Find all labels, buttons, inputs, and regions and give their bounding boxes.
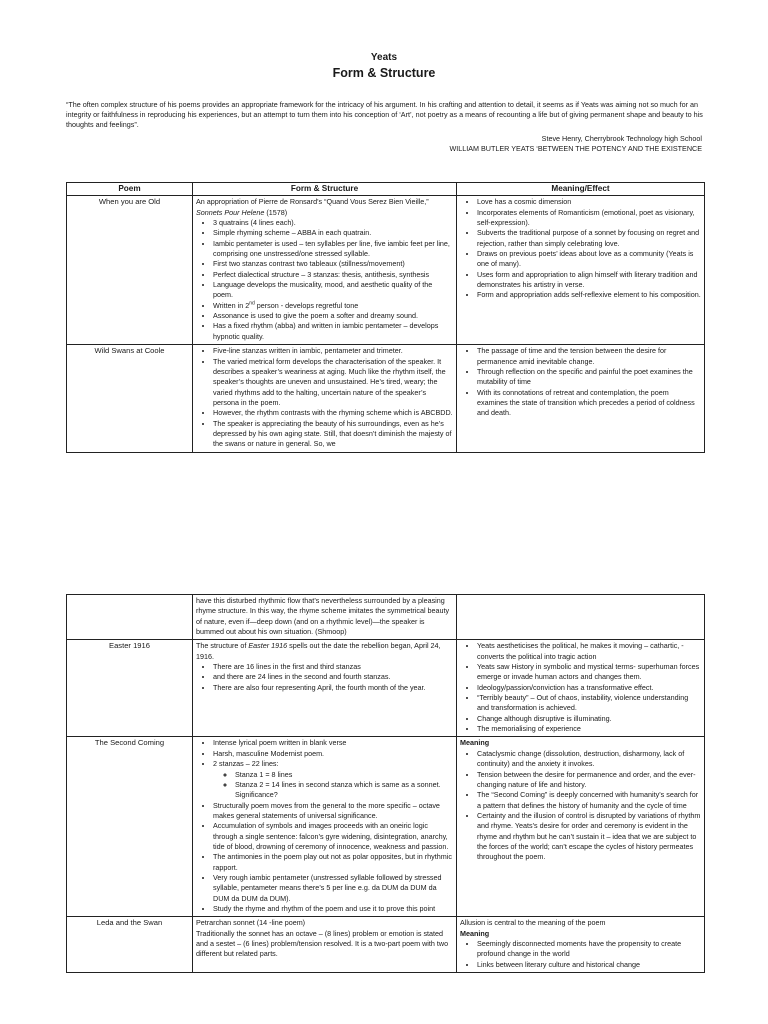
bullet-item [213, 662, 453, 672]
text-run: Yeats aestheticises the political, he makes it moving – cathartic, - converts the political into tragic action [477, 641, 684, 661]
form-structure-cell [193, 917, 457, 973]
text-run: Accumulation of symbols and images proceeds with an oneiric logic through a single sentence: falcon’s gyre widening, disintegration, anarchy, tide of blood, drowning of ceremony of innocence, weakness and passion. [213, 821, 449, 851]
poem-name-cell: When you are Old [67, 196, 193, 345]
poem-name-cell: Wild Swans at Coole [67, 345, 193, 452]
text-run: Love has a cosmic dimension [477, 197, 572, 207]
bullet-list [196, 662, 453, 693]
text-run: An appropriation of Pierre de Ronsard’s “Quand Vous Serez Bien Vieille,” [196, 197, 429, 207]
bullet-item [213, 672, 453, 682]
table-row [67, 595, 705, 640]
text-run: Change although disruptive is illuminating. [477, 713, 612, 723]
text-run: Language develops the musicality, mood, and aesthetic quality of the poem. [213, 280, 433, 300]
bullet-item [213, 419, 453, 450]
bullet-item [477, 693, 701, 714]
sub-bullet-list [213, 770, 453, 801]
bullet-item [477, 641, 701, 662]
intro-text [460, 918, 701, 928]
intro-text [196, 918, 453, 928]
bullet-list [460, 197, 701, 300]
bullet-item [213, 301, 453, 311]
intro-text [196, 197, 453, 218]
bullet-item [477, 208, 701, 229]
text-run: Perfect dialectical structure – 3 stanzas: thesis, antithesis, synthesis [213, 269, 430, 279]
text-run: The memorialising of experience [477, 724, 581, 734]
table-row [67, 345, 705, 452]
bullet-list [460, 939, 701, 970]
text-run: Has a fixed rhythm (abba) and written in iambic pentameter – develops hypnotic quality. [213, 321, 439, 341]
text-run: Iambic pentameter is used – ten syllables per line, five iambic feet per line, comprising one unstressed/one stressed syllable. [213, 238, 450, 259]
bullet-list [196, 218, 453, 342]
text-run: The passage of time and the tension between the desire for permanence amid inevitable change. [477, 346, 667, 366]
intro-text [196, 641, 453, 662]
poem-name-cell [67, 595, 193, 640]
bullet-item [477, 749, 701, 770]
text-run: Through reflection on the specific and painful the poet examines the mutability of time [477, 366, 693, 387]
table-body [67, 595, 705, 973]
text-run: Seemingly disconnected moments have the propensity to create profound change in the world [477, 939, 682, 959]
text-run: The varied metrical form develops the characterisation of the speaker. It describes a speaker’s weariness at aging. Much like the rhythm itself, the speaker’s thoughts are uneven and unsustained. He’s tired, weary; the varied rhythms add to the halting, uncertain nature of the speaker’s persona in the poem. [213, 356, 446, 407]
bullet-item [477, 270, 701, 291]
poem-name-cell: Easter 1916 [67, 640, 193, 737]
bullet-item [477, 714, 701, 724]
bullet-list [460, 641, 701, 734]
bullet-item [213, 346, 453, 356]
bullet-item [477, 939, 701, 960]
bullet-list [460, 749, 701, 863]
quote-paragraph: “The often complex structure of his poems provides an appropriate framework for the intricacy of his argument. In his crafting and attention to detail, it seems as if Yeats was aiming not so much for an integrity or faithfulness in reproducing his experiences, but an attempt to turn them into his conception of ‘Art’, not poetry as a means of recounting a life but of giving permanent shape and beauty to his thoughts and feelings”. [66, 100, 703, 130]
bullet-item [477, 811, 701, 863]
text-run: 3 quatrains (4 lines each). [213, 218, 296, 228]
quote-attribution-author: Steve Henry, Cherrybrook Technology high School [541, 134, 702, 143]
meaning-effect-cell [457, 917, 705, 973]
text-run: Uses form and appropriation to align himself with literary tradition and demonstrates his artistry in verse. [477, 269, 698, 290]
form-structure-cell [193, 737, 457, 917]
text-run: Form and appropriation adds self-reflexive element to his composition. [477, 290, 701, 300]
column-header-meaning-effect: Meaning/Effect [457, 183, 705, 196]
text-run: Ideology/passion/conviction has a transformative effect. [477, 682, 654, 692]
meaning-effect-cell [457, 345, 705, 452]
bullet-list [460, 346, 701, 418]
poem-table-part-1 [66, 182, 705, 497]
text-run: Structurally poem moves from the general to the more specific – octave makes general statements of universal significance. [213, 800, 440, 820]
bullet-item [213, 311, 453, 321]
sub-bullet-item: ◦ Stanza 2 = 14 lines in second stanza which is same as a sonnet. Significance? [235, 780, 453, 801]
form-structure-cell [193, 345, 457, 452]
text-run: person - develops regretful tone [254, 300, 359, 310]
bullet-item [477, 197, 701, 207]
poem-table [66, 182, 705, 453]
bullet-item [213, 239, 453, 260]
text-run: Links between literary culture and historical change [477, 959, 641, 969]
bullet-list [196, 738, 453, 914]
bullet-item [477, 662, 701, 683]
page-title: Form & Structure [332, 66, 436, 80]
text-run: Allusion is central to the meaning of the poem [460, 918, 606, 928]
italic-text: Easter 1916 [248, 641, 288, 651]
text-run: The “Second Coming” is deeply concerned with humanity’s search for a pattern that defines the history of humanity and the cycle of time [477, 790, 699, 810]
text-run: Draws on previous poets’ ideas about love as a community (Yeats is one of many). [477, 249, 694, 269]
form-structure-cell [193, 196, 457, 345]
meaning-effect-cell [457, 196, 705, 345]
bullet-item [213, 228, 453, 238]
text-run: Very rough iambic pentameter (unstressed syllable followed by stressed syllable, pentameter means there’s 5 per line e.g. da DUM da DUM da DUM da DUM da DUM). [213, 872, 442, 903]
bullet-item [477, 346, 701, 367]
text-run: With its connotations of retreat and contemplation, the poem examines the state of transition which precedes a period of coldness and death. [477, 387, 695, 418]
meaning-effect-cell [457, 640, 705, 737]
text-run: Cataclysmic change (dissolution, destruction, disharmony, lack of continuity) and the anxiety it invokes. [477, 748, 685, 769]
bullet-item [213, 270, 453, 280]
bullet-item [477, 367, 701, 388]
column-header-form-structure: Form & Structure [193, 183, 457, 196]
meaning-effect-cell [457, 737, 705, 917]
subject-heading: Yeats [370, 52, 398, 63]
poem-table-part-2 [66, 594, 705, 1024]
bullet-item [477, 290, 701, 300]
table-row [67, 640, 705, 737]
text-run: Intense lyrical poem written in blank verse [213, 738, 347, 748]
text-run: and there are 24 lines in the second and fourth stanzas. [213, 672, 391, 682]
poem-name-cell: Leda and the Swan [67, 917, 193, 973]
bullet-item [213, 904, 453, 914]
text-run: Traditionally the sonnet has an octave – (8 lines) problem or emotion is stated and a sestet – (6 lines) problem/tension resolved. It is a two-part poem with two different but related parts. [196, 928, 449, 959]
text-run: 2 stanzas – 22 lines: [213, 759, 279, 769]
text-run: Simple rhyming scheme – ABBA in each quatrain. [213, 228, 372, 238]
continued-text: have this disturbed rhythmic flow that’s nevertheless surrounded by a pleasing rhyme structure. In this way, the rhyme scheme imitates the symmetrical beauty of nature, even if—deep down (and on a rhythmic level)—the speaker is bummed out about his own situation. (Shmoop) [196, 596, 450, 637]
text-run: Yeats saw History in symbolic and mystical terms- superhuman forces emerge or invade human actors and changes them. [477, 662, 700, 682]
bullet-item [477, 724, 701, 734]
poem-table-continued [66, 594, 705, 973]
text-run: Assonance is used to give the poem a softer and dreamy sound. [213, 311, 418, 321]
bullet-item [213, 408, 453, 418]
quote-attribution-source: WILLIAM BUTLER YEATS ‘BETWEEN THE POTENCY AND THE EXISTENCE [449, 144, 702, 153]
text-run: There are also four representing April, the fourth month of the year. [213, 682, 426, 692]
bullet-item [213, 873, 453, 904]
sub-bullet-item: ◦ Stanza 1 = 8 lines [235, 770, 453, 780]
text-run: spells out the date the rebellion began, April 24, 1916. [196, 641, 441, 661]
text-run: Certainty and the illusion of control is disrupted by variations of rhythm and rhyme. Yeats’s desire for order and ceremony is evident in the rhyme and rhythm but he can’t sustain it – idea that we are subject to the forces of the world; can’t escape the cycles of history permeates throughout the poem. [477, 810, 701, 862]
bullet-item [213, 280, 453, 301]
column-header-poem: Poem [67, 183, 193, 196]
bullet-item [213, 801, 453, 822]
bullet-item [213, 759, 453, 800]
text-run: Petrarchan sonnet (14 -line poem) [196, 918, 306, 928]
superscript-text: nd [249, 300, 255, 307]
form-structure-cell [193, 640, 457, 737]
bullet-item [213, 259, 453, 269]
text-run: There are 16 lines in the first and third stanzas [213, 662, 361, 672]
form-structure-cell [193, 595, 457, 640]
meaning-heading: Meaning [460, 928, 490, 938]
table-row [67, 737, 705, 917]
bullet-item [213, 821, 453, 852]
text-run: (1578) [264, 207, 288, 217]
poem-name-cell: The Second Coming [67, 737, 193, 917]
meaning-effect-cell [457, 595, 705, 640]
text-run: “Terribly beauty” – Out of chaos, instability, violence understanding and transformation is achieved. [477, 693, 689, 713]
italic-text: Sonnets Pour Helene [196, 207, 265, 217]
bullet-item [213, 749, 453, 759]
meaning-heading: Meaning [460, 738, 490, 748]
intro-text [196, 929, 453, 960]
text-run: Study the rhyme and rhythm of the poem and use it to prove this point [213, 903, 436, 913]
text-run: Tension between the desire for permanence and order, and the ever-changing nature of life and history. [477, 769, 696, 789]
bullet-item [477, 388, 701, 419]
text-run: Incorporates elements of Romanticism (emotional, poet as visionary, self-expression). [477, 207, 695, 228]
bullet-item [213, 738, 453, 748]
table-row [67, 196, 705, 345]
bullet-item [213, 683, 453, 693]
table-body [67, 196, 705, 452]
bullet-item [477, 683, 701, 693]
table-header-row [67, 183, 705, 196]
text-run: First two stanzas contrast two tableaux (stillness/movement) [213, 259, 405, 269]
text-run: Five-line stanzas written in iambic, pentameter and trimeter. [213, 346, 403, 356]
bullet-item [477, 790, 701, 811]
bullet-item [477, 770, 701, 791]
text-run: Harsh, masculine Modernist poem. [213, 748, 325, 758]
text-run: The antimonies in the poem play out not as polar opposites, but in rhythmic rapport. [213, 852, 452, 872]
bullet-item [477, 249, 701, 270]
text-run: Subverts the traditional purpose of a sonnet by focusing on regret and rejection, rather than simply celebrating love. [477, 228, 700, 248]
text-run: The structure of [196, 641, 249, 651]
bullet-list [196, 346, 453, 449]
bullet-item [477, 960, 701, 970]
bullet-item [213, 218, 453, 228]
table-row [67, 917, 705, 973]
bullet-item [213, 357, 453, 409]
text-run: However, the rhythm contrasts with the rhyming scheme which is ABCBDD. [213, 408, 453, 418]
text-run: The speaker is appreciating the beauty of his surroundings, even as he’s depressed by his own aging state. Still, that doesn’t diminish the majesty of the swans or nature in general. So, we [213, 418, 452, 449]
bullet-item [213, 321, 453, 342]
bullet-item [477, 228, 701, 249]
bullet-item [213, 852, 453, 873]
text-run: Written in 2 [213, 300, 250, 310]
